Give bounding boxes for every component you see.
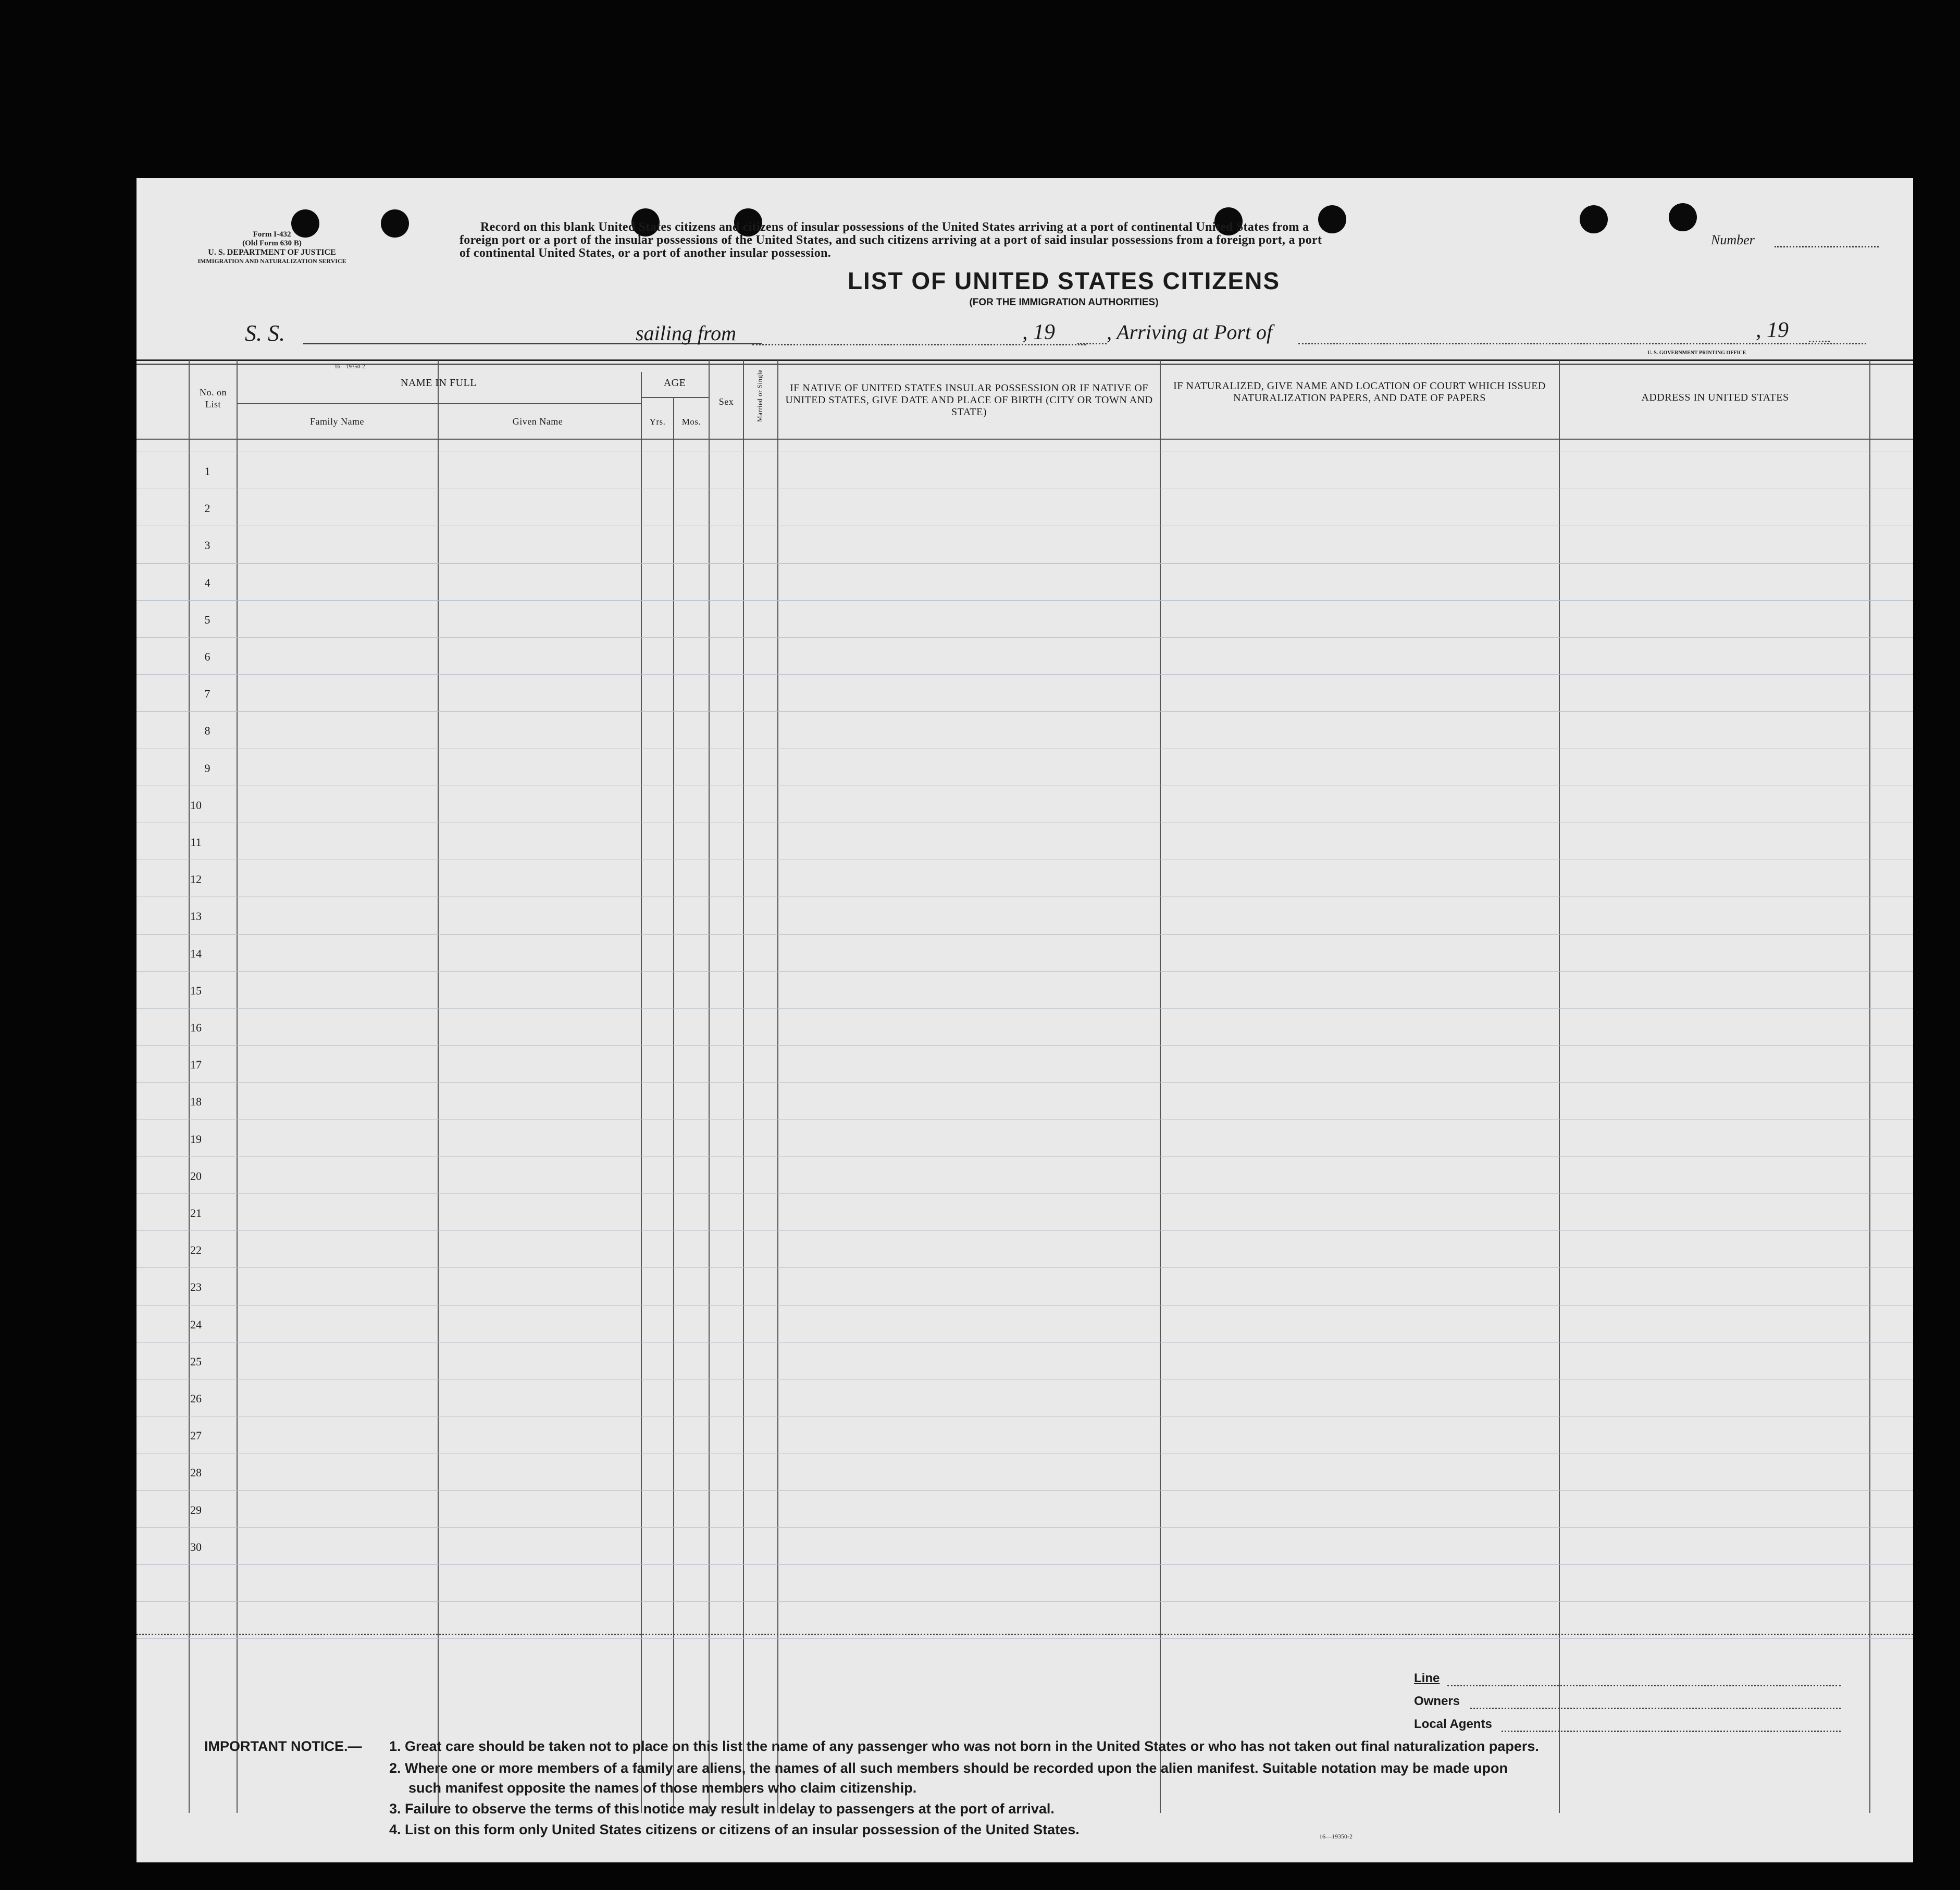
col-rule	[1869, 360, 1870, 1813]
printing-office: U. S. GOVERNMENT PRINTING OFFICE	[1647, 350, 1746, 356]
row-rule	[137, 637, 1913, 638]
year1-field[interactable]	[1077, 343, 1107, 344]
row-number: 13	[190, 910, 202, 923]
row-number: 21	[190, 1207, 202, 1220]
row-number: 22	[190, 1244, 202, 1257]
row-number: 9	[204, 761, 210, 775]
row-number: 2	[204, 502, 210, 515]
row-rule	[137, 1008, 1913, 1009]
col-rule	[709, 360, 710, 1813]
row-rule	[137, 600, 1913, 601]
department: U. S. DEPARTMENT OF JUSTICE	[208, 248, 336, 257]
header-form-code: 16—19350-2	[334, 364, 365, 370]
row-rule	[137, 1230, 1913, 1231]
year2-label: , 19	[1756, 318, 1789, 342]
page-subtitle: (FOR THE IMMIGRATION AUTHORITIES)	[969, 297, 1159, 308]
row-rule	[137, 563, 1913, 564]
row-number: 28	[190, 1466, 202, 1479]
col-rule	[1559, 360, 1560, 1813]
row-number: 10	[190, 798, 202, 812]
local-agents-field[interactable]	[1502, 1731, 1841, 1732]
table-bottom-rule	[137, 1634, 1913, 1635]
col-rule	[777, 360, 778, 1813]
form-number: Form I-432	[253, 230, 291, 239]
sailing-from-label: sailing from	[636, 321, 736, 345]
row-rule	[137, 934, 1913, 935]
row-number: 20	[190, 1169, 202, 1183]
col-rule	[673, 397, 674, 1813]
row-number: 7	[204, 687, 210, 701]
notice-item-1: 1. Great care should be taken not to place on this list the name of any passenger who was not born in the United States or who has not taken out final naturalization papers.	[389, 1738, 1539, 1754]
col-rule	[438, 360, 439, 1813]
form-sheet	[137, 178, 1913, 1862]
ss-label: S. S.	[245, 320, 285, 346]
row-number: 11	[190, 836, 202, 849]
notice-item-2-cont: such manifest opposite the names of those members who claim citizenship.	[408, 1780, 917, 1796]
row-rule	[137, 1527, 1913, 1528]
row-number: 23	[190, 1280, 202, 1294]
number-label: Number	[1711, 232, 1755, 247]
header-family-name: Family Name	[310, 416, 364, 427]
row-rule	[137, 1267, 1913, 1268]
row-rule	[137, 1638, 1913, 1639]
row-number: 16	[190, 1021, 202, 1034]
header-yrs: Yrs.	[649, 417, 666, 427]
row-number: 30	[190, 1540, 202, 1553]
row-rule	[137, 1045, 1913, 1046]
notice-item-3: 3. Failure to observe the terms of this notice may result in delay to passengers at the port of arrival.	[389, 1801, 1055, 1817]
old-form-number: (Old Form 630 B)	[242, 239, 302, 247]
row-rule	[137, 1564, 1913, 1565]
service: IMMIGRATION AND NATURALIZATION SERVICE	[197, 257, 346, 265]
header-given-name: Given Name	[512, 416, 563, 427]
record-line-1: Record on this blank United States citizens and citizens of insular possessions of the United States arriving at a port of continental United States from a	[480, 220, 1309, 234]
row-number: 17	[190, 1058, 202, 1072]
row-number: 24	[190, 1317, 202, 1331]
col-rule	[1160, 360, 1161, 1813]
row-rule	[137, 711, 1913, 712]
col-rule	[237, 360, 238, 1813]
punch-hole	[381, 209, 409, 238]
row-rule	[137, 1601, 1913, 1602]
notice-heading: IMPORTANT NOTICE.—	[204, 1738, 362, 1754]
record-line-3: of continental United States, or a port of another insular possession.	[460, 246, 832, 260]
owners-label: Owners	[1414, 1694, 1460, 1708]
col-rule	[743, 360, 744, 1813]
header-address: ADDRESS IN UNITED STATES	[1641, 392, 1789, 403]
arriving-label: , Arriving at Port of	[1107, 320, 1273, 344]
row-number: 12	[190, 873, 202, 886]
header-sex: Sex	[718, 396, 734, 407]
row-number: 3	[204, 539, 210, 552]
year1-label: , 19	[1022, 320, 1055, 344]
notice-item-2: 2. Where one or more members of a family are aliens, the names of all such members should be recorded upon the alien manifest. Suitable notation may be made upon	[389, 1760, 1508, 1776]
row-rule	[137, 674, 1913, 675]
row-number: 4	[204, 576, 210, 589]
notice-item-4: 4. List on this form only United States citizens or citizens of an insular possession of the United States.	[389, 1822, 1080, 1837]
row-number: 5	[204, 613, 210, 626]
record-line-2: foreign port or a port of the insular possessions of the United States, and such citizens arriving at a port of said insular possessions from a foreign port, a port	[460, 233, 1322, 247]
header-mos: Mos.	[681, 417, 701, 427]
row-number: 8	[204, 724, 210, 738]
row-number: 14	[190, 947, 202, 960]
line-label: Line	[1414, 1671, 1440, 1685]
table-top-rule	[137, 359, 1913, 361]
row-rule	[137, 971, 1913, 972]
header-no-on-list: No. on List	[200, 387, 227, 409]
row-number: 1	[204, 465, 210, 478]
row-number: 26	[190, 1392, 202, 1405]
row-number: 15	[190, 984, 202, 997]
row-rule	[137, 1490, 1913, 1491]
header-married-single: Married or Single	[755, 369, 764, 422]
row-number: 6	[204, 650, 210, 663]
header-naturalized: IF NATURALIZED, GIVE NAME AND LOCATION OF COURT WHICH ISSUED NATURALIZATION PAPERS, AND DATE OF PAPERS	[1173, 380, 1546, 404]
page-title: LIST OF UNITED STATES CITIZENS	[847, 267, 1281, 294]
row-number: 29	[190, 1503, 202, 1516]
row-number: 18	[190, 1095, 202, 1109]
number-field[interactable]	[1775, 246, 1879, 247]
header-bottom-rule	[137, 439, 1913, 440]
row-number: 27	[190, 1429, 202, 1443]
form-identifier	[178, 230, 366, 266]
col-rule	[641, 372, 642, 1813]
header-native: IF NATIVE OF UNITED STATES INSULAR POSSESSION OR IF NATIVE OF UNITED STATES, GIVE DATE AND PLACE OF BIRTH (CITY OR TOWN AND STATE)	[785, 382, 1153, 418]
age-header-rule	[641, 397, 709, 398]
row-number: 19	[190, 1132, 202, 1146]
year2-field[interactable]	[1809, 341, 1830, 342]
line-field[interactable]	[1447, 1685, 1841, 1686]
arriving-field[interactable]	[1298, 343, 1866, 344]
header-name-in-full: NAME IN FULL	[401, 377, 477, 389]
footer-code: 16—19350-2	[1319, 1833, 1353, 1840]
record-instructions	[460, 221, 1752, 260]
row-rule	[137, 1082, 1913, 1083]
local-agents-label: Local Agents	[1414, 1717, 1492, 1731]
table-top-rule-2	[137, 364, 1913, 365]
row-rule	[137, 1193, 1913, 1194]
name-header-rule	[238, 403, 641, 404]
col-rule	[189, 360, 190, 1813]
owners-field[interactable]	[1470, 1708, 1841, 1709]
header-age: AGE	[663, 377, 686, 389]
row-number: 25	[190, 1354, 202, 1368]
